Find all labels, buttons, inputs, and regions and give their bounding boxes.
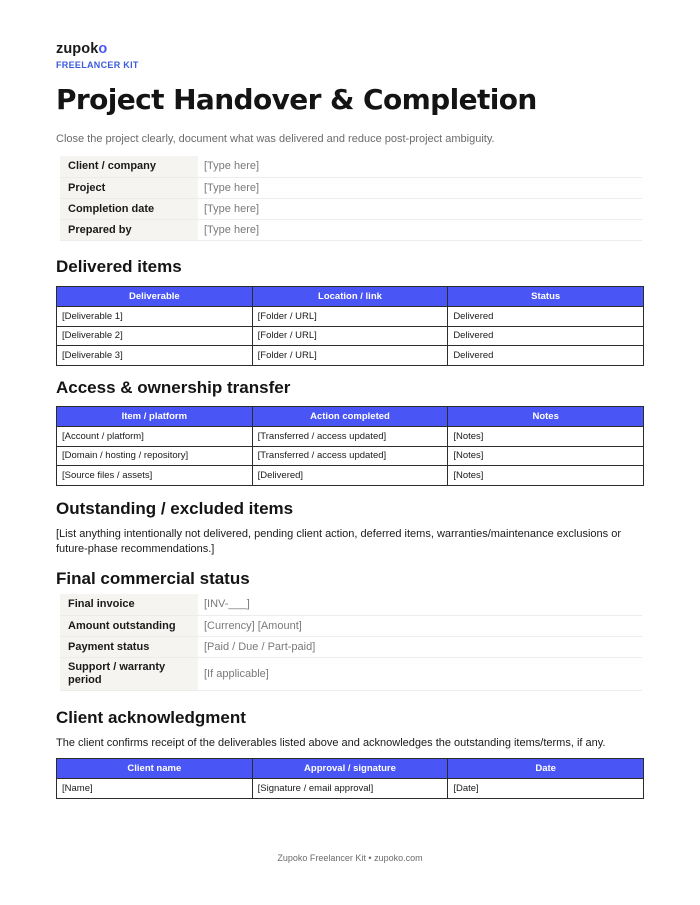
info-label: Payment status [60, 636, 198, 657]
table-header-row [57, 759, 644, 779]
info-label: Final invoice [60, 594, 198, 615]
info-label: Completion date [60, 198, 198, 219]
info-row [60, 657, 642, 690]
table-cell[interactable]: [Deliverable 2] [57, 326, 253, 346]
page-title: Project Handover & Completion [56, 83, 537, 116]
table-cell[interactable]: [Deliverable 1] [57, 307, 253, 327]
table-row [57, 466, 644, 486]
table-cell[interactable]: Delivered [448, 326, 644, 346]
column-header: Action completed [252, 407, 448, 427]
amount-outstanding-field[interactable]: [Currency] [Amount] [198, 615, 642, 636]
table-cell[interactable]: [Folder / URL] [252, 307, 448, 327]
table-cell[interactable]: [Deliverable 3] [57, 346, 253, 366]
column-header: Notes [448, 407, 644, 427]
table-cell[interactable]: [Notes] [448, 466, 644, 486]
delivered-heading: Delivered items [56, 257, 182, 276]
info-label: Client / company [60, 156, 198, 177]
completion-date-field[interactable]: [Type here] [198, 198, 642, 219]
info-row [60, 219, 642, 240]
info-row [60, 636, 642, 657]
info-label: Support / warranty period [60, 657, 198, 690]
brand-logo [56, 41, 107, 57]
info-row [60, 615, 642, 636]
access-table [56, 406, 644, 486]
table-cell[interactable]: [Delivered] [252, 466, 448, 486]
commercial-heading: Final commercial status [56, 569, 250, 588]
column-header: Status [448, 287, 644, 307]
brand-name: zupok [56, 41, 99, 57]
brand-name-accent: o [98, 41, 108, 57]
column-header: Approval / signature [252, 759, 448, 779]
table-row [57, 326, 644, 346]
acknowledgment-table [56, 758, 644, 799]
info-row [60, 198, 642, 219]
client-name-cell[interactable]: [Name] [57, 779, 253, 799]
column-header: Date [448, 759, 644, 779]
support-period-field[interactable]: [If applicable] [198, 657, 642, 690]
table-cell[interactable]: [Transferred / access updated] [252, 427, 448, 447]
column-header: Client name [57, 759, 253, 779]
page-footer: Zupoko Freelancer Kit • zupoko.com [277, 853, 423, 863]
table-cell[interactable]: [Account / platform] [57, 427, 253, 447]
table-row [57, 427, 644, 447]
table-cell[interactable]: [Transferred / access updated] [252, 446, 448, 466]
project-info-table [60, 156, 642, 241]
info-label: Amount outstanding [60, 615, 198, 636]
prepared-by-field[interactable]: [Type here] [198, 219, 642, 240]
table-cell[interactable]: [Notes] [448, 446, 644, 466]
table-header-row [57, 287, 644, 307]
table-cell[interactable]: Delivered [448, 307, 644, 327]
table-row [57, 779, 644, 799]
column-header: Location / link [252, 287, 448, 307]
table-cell[interactable]: Delivered [448, 346, 644, 366]
table-row [57, 346, 644, 366]
project-field[interactable]: [Type here] [198, 177, 642, 198]
outstanding-text[interactable]: [List anything intentionally not delivered, pending client action, deferred items, warranties/maintenance exclusions or future-phase recommendations.] [56, 528, 621, 555]
outstanding-heading: Outstanding / excluded items [56, 499, 294, 518]
table-cell[interactable]: [Notes] [448, 427, 644, 447]
column-header: Item / platform [57, 407, 253, 427]
info-label: Project [60, 177, 198, 198]
date-cell[interactable]: [Date] [448, 779, 644, 799]
signature-cell[interactable]: [Signature / email approval] [252, 779, 448, 799]
acknowledgment-text: The client confirms receipt of the deliverables listed above and acknowledges the outstanding items/terms, if any. [56, 737, 606, 749]
table-cell[interactable]: [Source files / assets] [57, 466, 253, 486]
intro-text: Close the project clearly, document what was delivered and reduce post-project ambiguity. [56, 133, 495, 145]
info-row [60, 156, 642, 177]
client-field[interactable]: [Type here] [198, 156, 642, 177]
final-invoice-field[interactable]: [INV-___] [198, 594, 642, 615]
table-cell[interactable]: [Folder / URL] [252, 326, 448, 346]
commercial-table [60, 594, 642, 691]
payment-status-field[interactable]: [Paid / Due / Part-paid] [198, 636, 642, 657]
table-header-row [57, 407, 644, 427]
acknowledgment-heading: Client acknowledgment [56, 708, 246, 727]
info-label: Prepared by [60, 219, 198, 240]
delivered-table [56, 286, 644, 366]
info-row [60, 177, 642, 198]
info-row [60, 594, 642, 615]
table-cell[interactable]: [Domain / hosting / repository] [57, 446, 253, 466]
table-row [57, 446, 644, 466]
kit-label: FREELANCER KIT [56, 60, 139, 70]
table-row [57, 307, 644, 327]
table-cell[interactable]: [Folder / URL] [252, 346, 448, 366]
access-heading: Access & ownership transfer [56, 378, 291, 397]
column-header: Deliverable [57, 287, 253, 307]
